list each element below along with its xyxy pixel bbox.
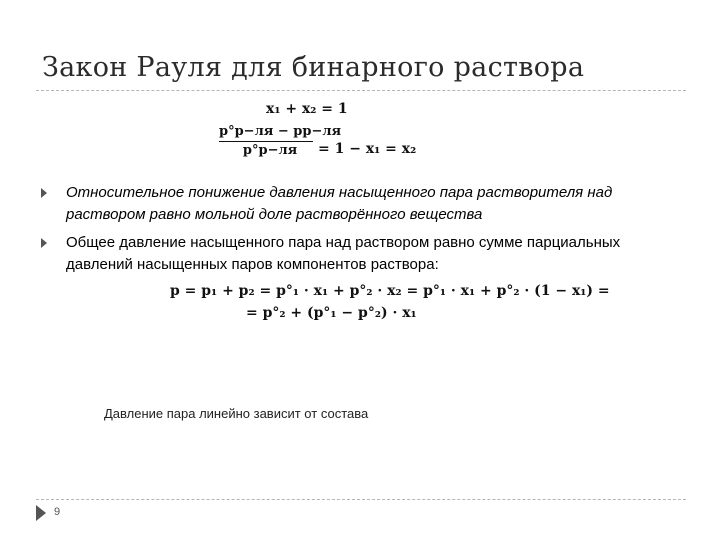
bullet-arrow-icon (41, 188, 47, 198)
slide-title: Закон Рауля для бинарного раствора (42, 52, 585, 83)
fraction-denominator: p°р−ля (242, 143, 298, 158)
total-pressure-formula-line2: = p°₂ + (p°₁ − p°₂) · x₁ (246, 305, 417, 321)
total-pressure-formula-line1: p = p₁ + p₂ = p°₁ · x₁ + p°₂ · x₂ = p°₁ · x₁ + p°₂ · (1 − x₁) = (170, 283, 610, 299)
bullet-arrow-icon (41, 238, 47, 248)
relative-pressure-rhs: = 1 − x₁ = x₂ (318, 141, 417, 157)
fraction-bar (219, 141, 313, 142)
page-number: 9 (54, 506, 61, 518)
title-divider (36, 90, 686, 91)
bullet-relative-lowering (36, 182, 682, 226)
bullet-text: Относительное понижение давления насыщенного пара растворителя над раствором равно мольной доле растворённого вещества (66, 184, 613, 223)
page-marker-icon (36, 505, 46, 521)
mole-fraction-sum-formula: x₁ + x₂ = 1 (266, 101, 348, 117)
linear-dependence-caption: Давление пара линейно зависит от состава (104, 406, 369, 421)
footer-divider (36, 499, 686, 500)
fraction-numerator: p°р−ля − pр−ля (219, 124, 342, 139)
bullet-text: Общее давление насыщенного пара над раствором равно сумме парциальных давлений насыщенных паров компонентов раствора: (66, 234, 621, 273)
bullet-total-pressure (36, 232, 682, 276)
